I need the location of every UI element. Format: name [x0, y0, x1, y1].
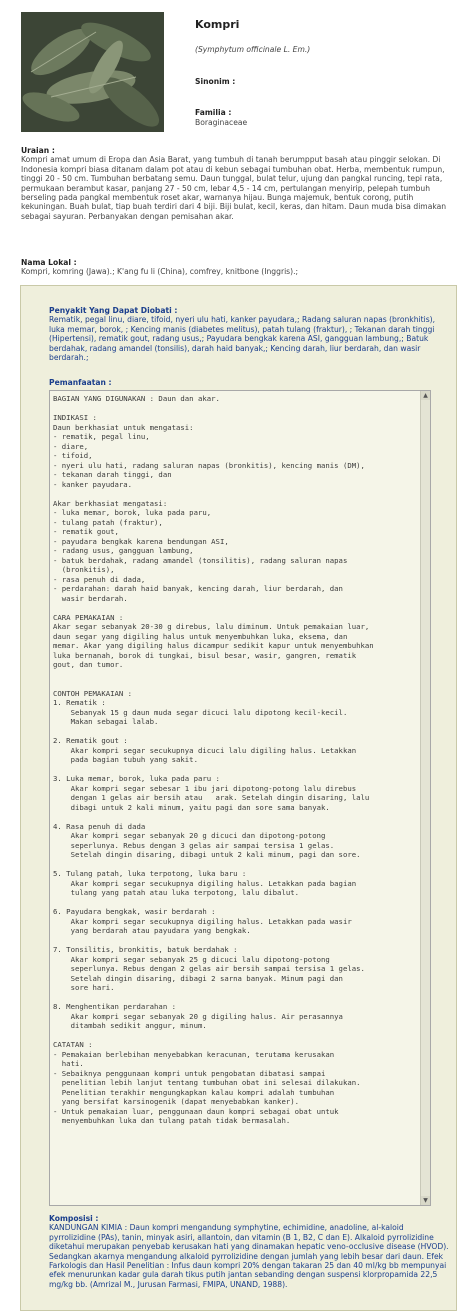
- plant-name: Kompri: [195, 18, 240, 31]
- penyakit-text: Rematik, pegal linu, diare, tifoid, nyeri ulu hati, kanker payudara,; Radang saluran napas (bronkhitis), luka memar, borok, ; Kencing manis (diabetes melitus), patah tulang (fraktur), ; Tekanan darah tinggi (Hipertensi), rematik gout, radang usus,; Payudara bengkak karena ASI, gangguan lambung,; Batuk berdahak, radang amandel (tonsilis), darah haid banyak,; Kencing darah, liur berdarah, dan wasir berdarah.;: [49, 315, 436, 363]
- komposisi-section: [49, 1214, 449, 1289]
- scroll-down-icon[interactable]: ▼: [421, 1196, 430, 1205]
- uraian-text: Kompri amat umum di Eropa dan Asia Barat, yang tumbuh di tanah berumpput basah atau pinggir selokan. Di Indonesia kompri biasa ditanam dalam pot atau di kebun sebagai tumbuhan obat. Herba, membentuk rumpun, tinggi 20 - 50 cm. Tumbuhan berbatang semu. Daun tunggal, bulat telur, ujung dan pangkal runcing, tepi rata, permukaan berambut kasar, panjang 27 - 50 cm, lebar 4,5 - 14 cm, pertulangan menyirip, pelepah tumbuh berseling pada pangkal membentuk roset akar, warnanya hijau. Bunga majemuk, bentuk corong, putih kekuningan. Buah bulat, tiap buah terdiri dari 4 biji. Biji bulat, kecil, keras, dan hitam. Daun muda bisa dimakan sebagai sayuran. Perbanyakan dengan pemisahan akar.: [21, 155, 447, 221]
- comfrey-leaves-image: [21, 12, 164, 132]
- plant-header: [195, 20, 465, 127]
- penyakit-label: Penyakit Yang Dapat Diobati :: [49, 306, 178, 315]
- penyakit-section: [49, 306, 449, 362]
- uraian-label: Uraian :: [21, 146, 55, 155]
- nama-lokal-section: [21, 258, 466, 277]
- familia-value: Boraginaceae: [195, 117, 248, 127]
- nama-lokal-text: Kompri, komring (Jawa).; K'ang fu li (China), comfrey, knitbone (Inggris).;: [21, 267, 299, 277]
- textarea-scrollbar[interactable]: [420, 391, 430, 1205]
- pemanfaatan-label: Pemanfaatan :: [49, 378, 112, 387]
- scroll-up-icon[interactable]: ▲: [421, 391, 430, 400]
- sinonim-label: Sinonim :: [195, 76, 236, 86]
- familia-label: Familia :: [195, 108, 232, 118]
- plant-photo: [21, 12, 164, 132]
- plant-latin-name: (Symphytum officinale L. Em.): [195, 45, 311, 55]
- uraian-section: [21, 146, 461, 221]
- komposisi-text: KANDUNGAN KIMIA : Daun kompri mengandung symphytine, echimidine, anadoline, al-kaloid pyrrolizidine (PAs), tanin, minyak asiri, allantoin, dan vitamin (B 1, B2, C dan E). Alkaloid pyrrolizidine diketahui merupakan penyebab kerusakan hati yang dinamakan hepatic veno-occlusive disease (HVOD). Sedangkan akarnya mengandung alkaloid pyrrolizidine dengan jumlah yang lebih besar dari daun. Efek Farkologis dan Hasil Penelitian : Infus daun kompri 20% dengan takaran 25 dan 40 ml/kg bb mempunyai efek menurunkan kadar gula darah tikus putih jantan sebanding dengan suspensi klorpropamida 22,5 mg/kg bb. (Amrizal M., Jurusan Farmasi, FMIPA, UNAND, 1988).: [49, 1223, 449, 1289]
- info-panel: [20, 285, 457, 1311]
- komposisi-label: Komposisi :: [49, 1214, 99, 1223]
- nama-lokal-label: Nama Lokal :: [21, 258, 77, 267]
- pemanfaatan-textarea[interactable]: [49, 390, 431, 1206]
- pemanfaatan-text: BAGIAN YANG DIGUNAKAN : Daun dan akar. INDIKASI : Daun berkhasiat untuk mengatasi: - rematik, pegal linu, - diare, - tifoid, - nyeri ulu hati, radang saluran napas (bronkitis), kencing manis (DM), - tekanan darah tinggi, dan - kanker payudara. Akar berkhasiat mengatasi: - luka memar, borok, luka pada paru, - tulang patah (fraktur), - rematik gout, - payudara bengkak karena bendungan ASI, - radang usus, gangguan lambung, - batuk berdahak, radang amandel (tonsilitis), radang saluran napas (bronkitis), - rasa penuh di dada, - perdarahan: darah haid banyak, kencing darah, liur berdarah, dan wasir berdarah. CARA PEMAKAIAN : Akar segar sebanyak 20-30 g direbus, lalu diminum. Untuk pemakaian luar, daun segar yang digiling halus untuk menyembuhkan luka, eksema, dan memar. Akar yang digiling halus dicampur sedikit kapur untuk menyembuhkan luka bernanah, borok di tungkai, bisul besar, wasir, gangren, rematik gout, dan tumor. CONTOH PEMAKAIAN : 1. Rematik : Sebanyak 15 g daun muda segar dicuci lalu dipotong kecil-kecil. Makan sebagai lalab. 2. Rematik gout : Akar kompri segar secukupnya dicuci lalu digiling halus. Letakkan pada bagian tubuh yang sakit. 3. Luka memar, borok, luka pada paru : Akar kompri segar sebesar 1 ibu jari dipotong-potong lalu direbus dengan 1 gelas air bersih atau arak. Setelah dingin disaring, lalu dibagi untuk 2 kali minum, yaitu pagi dan sore sama banyak. 4. Rasa penuh di dada Akar kompri segar sebanyak 20 g dicuci dan dipotong-potong seperlunya. Rebus dengan 3 gelas air sampai tersisa 1 gelas. Setelah dingin disaring, dibagi untuk 2 kali minum, pagi dan sore. 5. Tulang patah, luka terpotong, luka baru : Akar kompri segar secukupnya digiling halus. Letakkan pada bagian tulang yang patah atau luka terpotong, lalu dibalut. 6. Payudara bengkak, wasir berdarah : Akar kompri segar secukupnya digiling halus. Letakkan pada wasir yang berdarah atau payudara yang bengkak. 7. Tonsilitis, bronkitis, batuk berdahak : Akar kompri segar sebanyak 25 g dicuci lalu dipotong-potong seperlunya. Rebus dengan 2 gelas air bersih sampai tersisa 1 gelas. Setelah dingin disaring, dibagi 2 sarna banyak. Minum pagi dan sore hari. 8. Menghentikan perdarahan : Akar kompri segar sebanyak 20 g digiling halus. Air perasannya ditambah sedikit anggur, minum. CATATAN : - Pemakaian berlebihan menyebabkan keracunan, terutama kerusakan hati. - Sebaiknya penggunaan kompri untuk pengobatan dibatasi sampai penelitian lebih lanjut tentang tumbuhan obat ini selesai dilakukan. Penelitian terakhir mengungkapkan kalau kompri adalah tumbuhan yang bersifat karsinogenik (dapat menyebabkan kanker). - Untuk pemakaian luar, penggunaan daun kompri sebagai obat untuk menyembuhkan luka dan tulang patah tidak bermasalah.: [53, 394, 374, 1125]
